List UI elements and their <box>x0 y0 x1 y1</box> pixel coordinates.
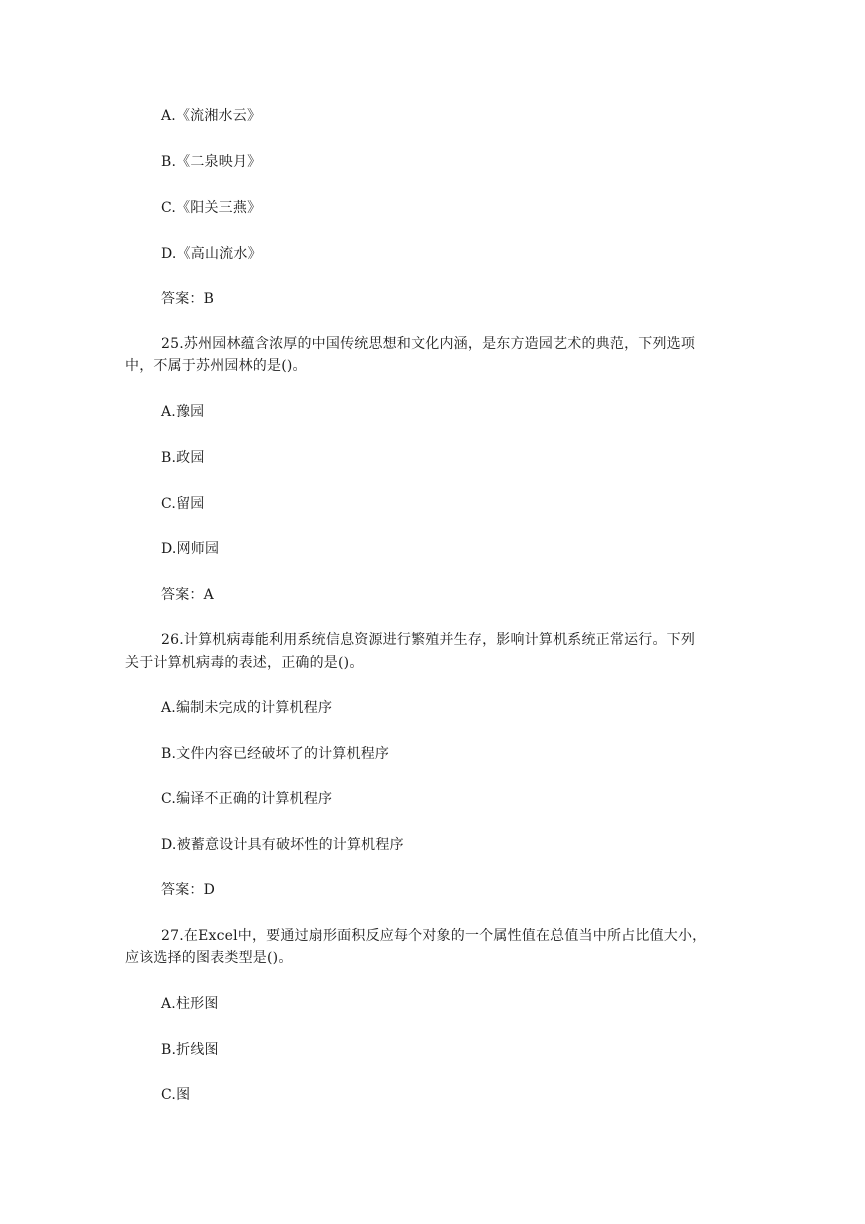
q25-answer: 答案：A <box>161 587 214 603</box>
q27-question-line2: 应该选择的图表类型是()。 <box>125 950 293 966</box>
q26-question-line1: 26.计算机病毒能利用系统信息资源进行繁殖并生存，影响计算机系统正常运行。下列 <box>161 632 696 648</box>
q27-question-line1: 27.在Excel中，要通过扇形面积反应每个对象的一个属性值在总值当中所占比值大小， <box>161 928 707 944</box>
q25-option-b: B.政园 <box>161 450 205 466</box>
q27-option-a: A.柱形图 <box>161 996 219 1012</box>
q24-option-c: C.《阳关三燕》 <box>161 200 262 216</box>
q27-option-b: B.折线图 <box>161 1042 219 1058</box>
q25-option-d: D.网师园 <box>161 541 220 557</box>
q26-option-b: B.文件内容已经破坏了的计算机程序 <box>161 746 390 762</box>
q26-question-line2: 关于计算机病毒的表述，正确的是()。 <box>125 655 364 671</box>
q24-option-a: A.《流湘水云》 <box>161 108 262 124</box>
q24-option-b: B.《二泉映月》 <box>161 154 262 170</box>
q26-option-c: C.编译不正确的计算机程序 <box>161 791 333 807</box>
q25-question-line1: 25.苏州园林蕴含浓厚的中国传统思想和文化内涵，是东方造园艺术的典范，下列选项 <box>161 336 696 352</box>
q26-option-d: D.被蓄意设计具有破坏性的计算机程序 <box>161 837 404 853</box>
q24-option-d: D.《高山流水》 <box>161 246 262 262</box>
q25-question-line2: 中，不属于苏州园林的是()。 <box>125 358 307 374</box>
q24-answer: 答案：B <box>161 291 215 307</box>
q27-option-c: C.图 <box>161 1087 191 1103</box>
q25-option-c: C.留园 <box>161 496 205 512</box>
q26-option-a: A.编制未完成的计算机程序 <box>161 700 333 716</box>
q25-option-a: A.豫园 <box>161 404 205 420</box>
q26-answer: 答案：D <box>161 882 216 898</box>
